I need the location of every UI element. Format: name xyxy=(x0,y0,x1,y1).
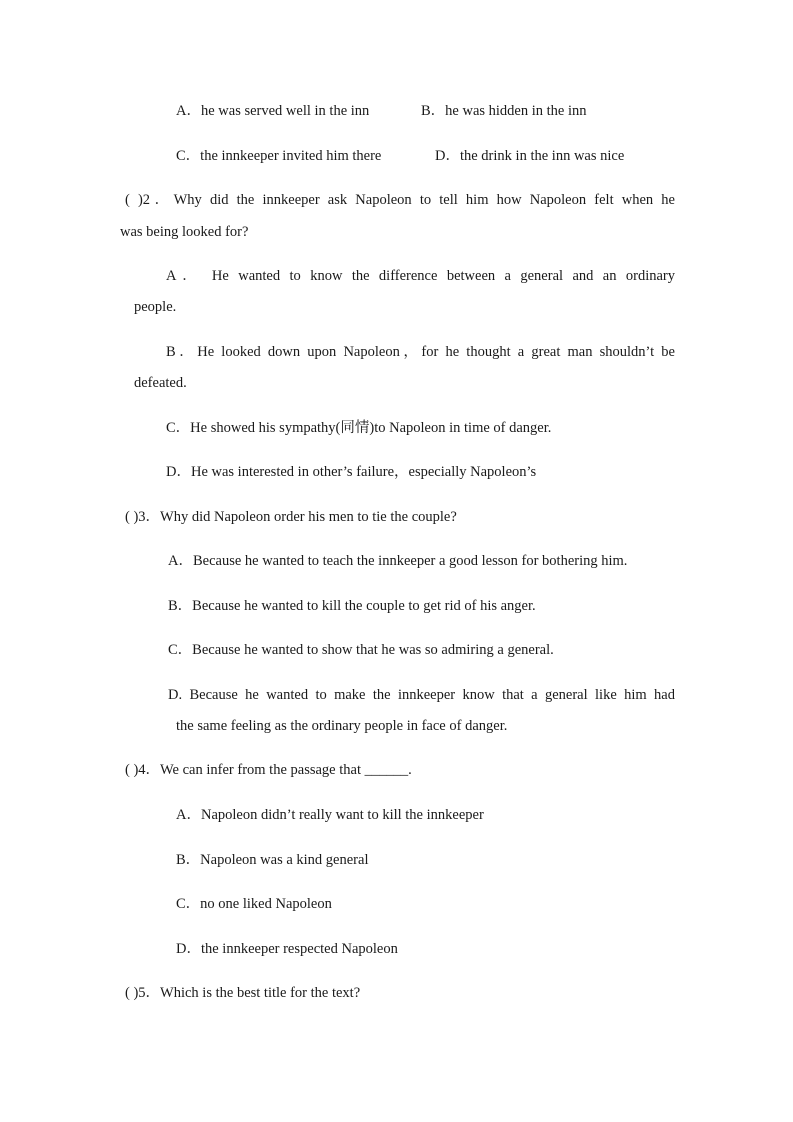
q4-option-b: B．Napoleon was a kind general xyxy=(176,852,369,868)
q1-option-d: D．the drink in the inn was nice xyxy=(435,148,625,164)
q2-stem-line1: ( )2．Why did the innkeeper ask Napoleon to tell him how Napoleon felt when he xyxy=(125,192,675,208)
q4-option-c: C．no one liked Napoleon xyxy=(176,896,332,912)
q2-option-c: C．He showed his sympathy(同情)to Napoleon in time of danger. xyxy=(166,420,552,436)
q5-stem: ( )5．Which is the best title for the text? xyxy=(125,985,361,1001)
q2-option-a-line1: A． He wanted to know the difference between a general and an ordinary xyxy=(166,268,675,284)
q2-option-d: D．He was interested in other’s failure，especially Napoleon’s xyxy=(166,464,537,480)
q3-stem: ( )3．Why did Napoleon order his men to tie the couple? xyxy=(125,509,457,525)
q4-stem: ( )4．We can infer from the passage that ______. xyxy=(125,762,412,778)
q3-option-d-line1: D. Because he wanted to make the innkeeper know that a general like him had xyxy=(168,687,675,703)
q1-option-b: B．he was hidden in the inn xyxy=(421,103,587,119)
q2-stem-line2: was being looked for? xyxy=(120,224,249,240)
q2-option-b-line1: B．He looked down upon Napoleon，for he thought a great man shouldn’t be xyxy=(166,344,675,360)
q3-option-c: C．Because he wanted to show that he was so admiring a general. xyxy=(168,642,554,658)
q3-option-b: B．Because he wanted to kill the couple to get rid of his anger. xyxy=(168,598,536,614)
q2-option-a-line2: people. xyxy=(134,299,177,315)
q4-option-d: D．the innkeeper respected Napoleon xyxy=(176,941,398,957)
q1-option-a: A．he was served well in the inn xyxy=(176,103,370,119)
q2-option-b-line2: defeated. xyxy=(134,375,187,391)
q4-option-a: A．Napoleon didn’t really want to kill the innkeeper xyxy=(176,807,484,823)
q3-option-d-line2: the same feeling as the ordinary people in face of danger. xyxy=(176,718,508,734)
q1-option-c: C．the innkeeper invited him there xyxy=(176,148,382,164)
q3-option-a: A．Because he wanted to teach the innkeeper a good lesson for bothering him. xyxy=(168,553,628,569)
